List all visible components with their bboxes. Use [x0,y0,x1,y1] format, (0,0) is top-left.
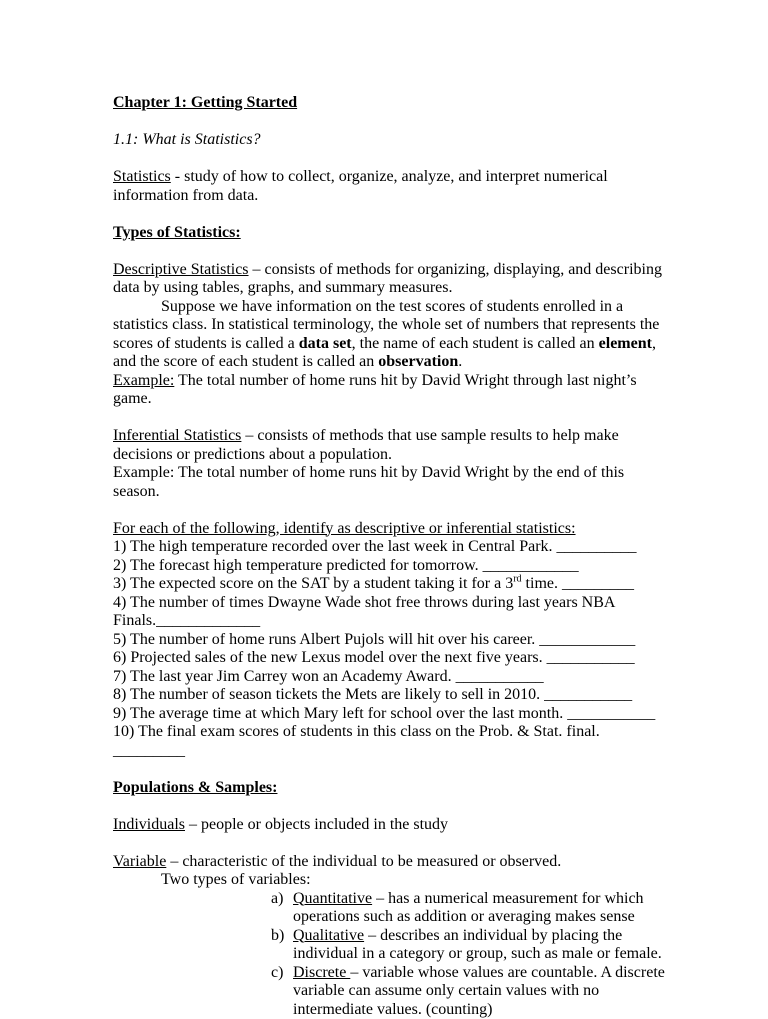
exercise-item-10: 10) The final exam scores of students in this class on the Prob. & Stat. final. _________ [113,723,673,760]
list-marker-c: c) [271,964,283,983]
statistics-term: Statistics [113,168,171,185]
inferential-definition [113,427,673,464]
variable-definition [113,853,673,872]
descriptive-def-text: – consists of methods for organizing, displaying, and describing data by using tables, graphs, and summary measures. [113,261,662,297]
document-page [113,94,673,1019]
types-heading: Types of Statistics: [113,224,673,243]
variable-text: – characteristic of the individual to be measured or observed. [166,853,561,870]
exercise-item-3-blank: time. _________ [522,575,634,592]
exercise-item-9: 9) The average time at which Mary left for school over the last month. ___________ [113,705,673,724]
exercise-item-5: 5) The number of home runs Albert Pujols will hit over his career. ____________ [113,631,673,650]
qualitative-text: – describes an individual by placing the individual in a category or group, such as male or female. [293,927,662,963]
individuals-text: – people or objects included in the study [185,816,448,833]
variable-type-qualitative [113,927,673,964]
section-title: 1.1: What is Statistics? [113,131,673,150]
discrete-term: Discrete [293,964,350,981]
variable-two-types: Two types of variables: [113,871,673,890]
exercise-item-3-sup: rd [513,574,521,585]
inferential-example: Example: The total number of home runs hit by David Wright by the end of this season. [113,464,673,501]
variable-term: Variable [113,853,166,870]
chapter-title: Chapter 1: Getting Started [113,94,673,113]
quantitative-text: – has a numerical measurement for which operations such as addition or averaging makes sense [293,890,644,926]
exercise-item-3 [113,575,673,594]
inferential-term: Inferential Statistics [113,427,241,444]
exercise-item-7: 7) The last year Jim Carrey won an Academy Award. ___________ [113,668,673,687]
exercise-item-3-text: 3) The expected score on the SAT by a student taking it for a 3 [113,575,513,592]
descriptive-para-1: Suppose we have information on the test scores of students enrolled in a statistics class. In statistical terminology, the whole set of numbers that represents the scores of students is called a [113,298,659,352]
descriptive-para-2: , the name of each student is called an [352,335,599,352]
individuals-term: Individuals [113,816,185,833]
inferential-def-text: – consists of methods that use sample results to help make decisions or predictions about a population. [113,427,619,463]
list-marker-b: b) [271,927,284,946]
statistics-text: - study of how to collect, organize, analyze, and interpret numerical information from data. [113,168,608,204]
term-element: element [599,335,652,352]
exercise-item-4-line2: Finals._____________ [113,612,673,631]
individuals-definition [113,816,673,835]
discrete-text: – variable whose values are countable. A discrete variable can assume only certain values with no intermediate values. (counting) [293,964,665,1018]
term-observation: observation [378,353,458,370]
example-label: Example: [113,372,174,389]
descriptive-paragraph [113,298,673,372]
descriptive-definition [113,261,673,298]
qualitative-term: Qualitative [293,927,364,944]
variable-type-discrete [113,964,673,1019]
descriptive-para-4: . [458,353,462,370]
exercise-item-2: 2) The forecast high temperature predicted for tomorrow. ____________ [113,557,673,576]
descriptive-para-3: , and the score of each student is called an [113,335,656,371]
example-text: The total number of home runs hit by David Wright through last night’s game. [113,372,637,408]
exercise-item-1: 1) The high temperature recorded over the last week in Central Park. __________ [113,538,673,557]
descriptive-example [113,372,673,409]
exercise-item-6: 6) Projected sales of the new Lexus model over the next five years. ___________ [113,649,673,668]
term-data-set: data set [299,335,352,352]
quantitative-term: Quantitative [293,890,372,907]
statistics-definition [113,168,673,205]
variable-type-quantitative [113,890,673,927]
exercise-item-8: 8) The number of season tickets the Mets are likely to sell in 2010. ___________ [113,686,673,705]
exercise-instruction: For each of the following, identify as descriptive or inferential statistics: [113,520,673,539]
list-marker-a: a) [271,890,283,909]
populations-heading: Populations & Samples: [113,779,673,798]
exercise-item-4-line1: 4) The number of times Dwayne Wade shot free throws during last years NBA [113,594,673,613]
descriptive-term: Descriptive Statistics [113,261,249,278]
